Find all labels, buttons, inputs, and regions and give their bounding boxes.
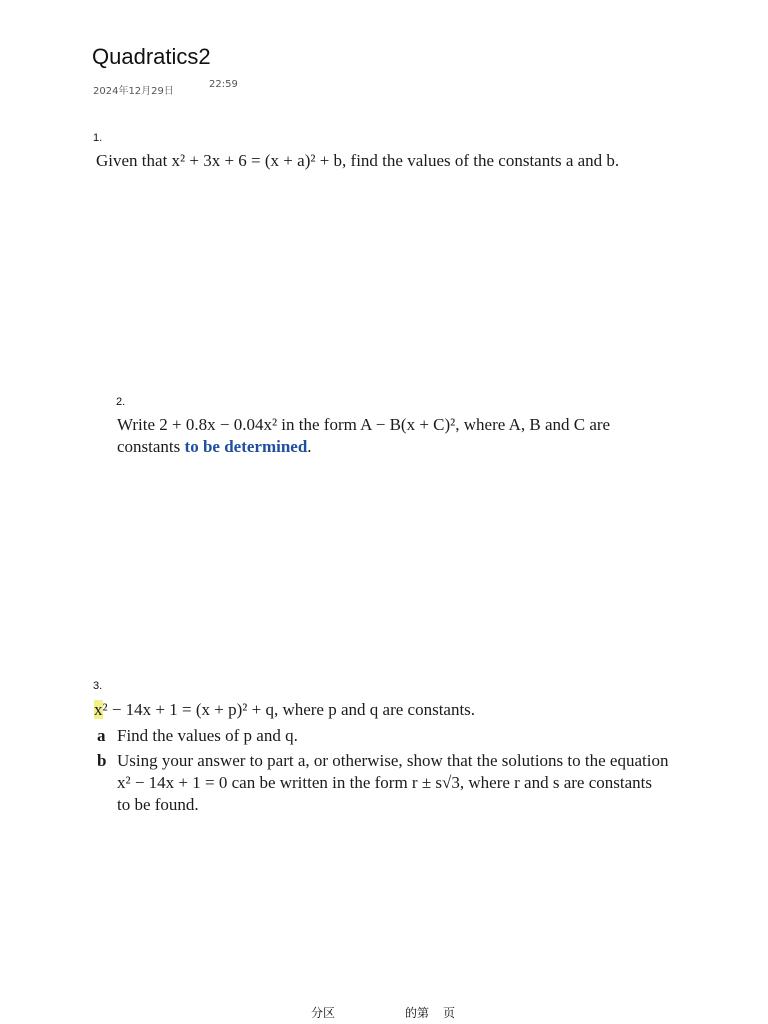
question-2-line-1: Write 2 + 0.8x − 0.04x² in the form A − B(x + C)², where A, B and C are [117, 415, 611, 434]
part-a-text: Find the values of p and q. [117, 726, 298, 745]
part-b-label: b [97, 751, 107, 770]
question-3-stem-rest: ² − 14x + 1 = (x + p)² + q, where p and q are constants. [102, 700, 476, 719]
question-2-number: 2. [116, 396, 126, 408]
question-3-part-b-line-3: to be found. [117, 795, 199, 814]
question-2-line-2 [117, 436, 312, 458]
question-3-stem-highlight: x [94, 700, 103, 719]
question-1-text: Given that x² + 3x + 6 = (x + a)² + b, find the values of the constants a and b. [96, 151, 620, 170]
page-date: 2024年12月29日 [93, 86, 174, 97]
question-3-part-b-line-1 [97, 750, 668, 772]
question-3-number: 3. [93, 680, 103, 692]
footer-page-of-label: 的第 [405, 1006, 430, 1020]
page-time: 22:59 [209, 79, 238, 90]
question-3-stem [94, 699, 475, 721]
question-2-line-2-prefix: constants [117, 437, 185, 456]
part-b-line-1-text: Using your answer to part a, or otherwise, show that the solutions to the equation [117, 751, 669, 770]
part-a-label: a [97, 726, 106, 745]
question-1-number: 1. [93, 132, 103, 144]
question-3-part-a [97, 725, 298, 747]
question-2-highlighted-text: to be determined [184, 437, 308, 456]
footer-page-label: 页 [443, 1006, 456, 1020]
footer-section-label: 分区 [311, 1006, 336, 1020]
question-3-part-b-line-2: x² − 14x + 1 = 0 can be written in the form r ± s√3, where r and s are constants [117, 773, 652, 792]
page-title: Quadratics2 [92, 44, 211, 69]
question-2-line-2-suffix: . [307, 437, 312, 456]
